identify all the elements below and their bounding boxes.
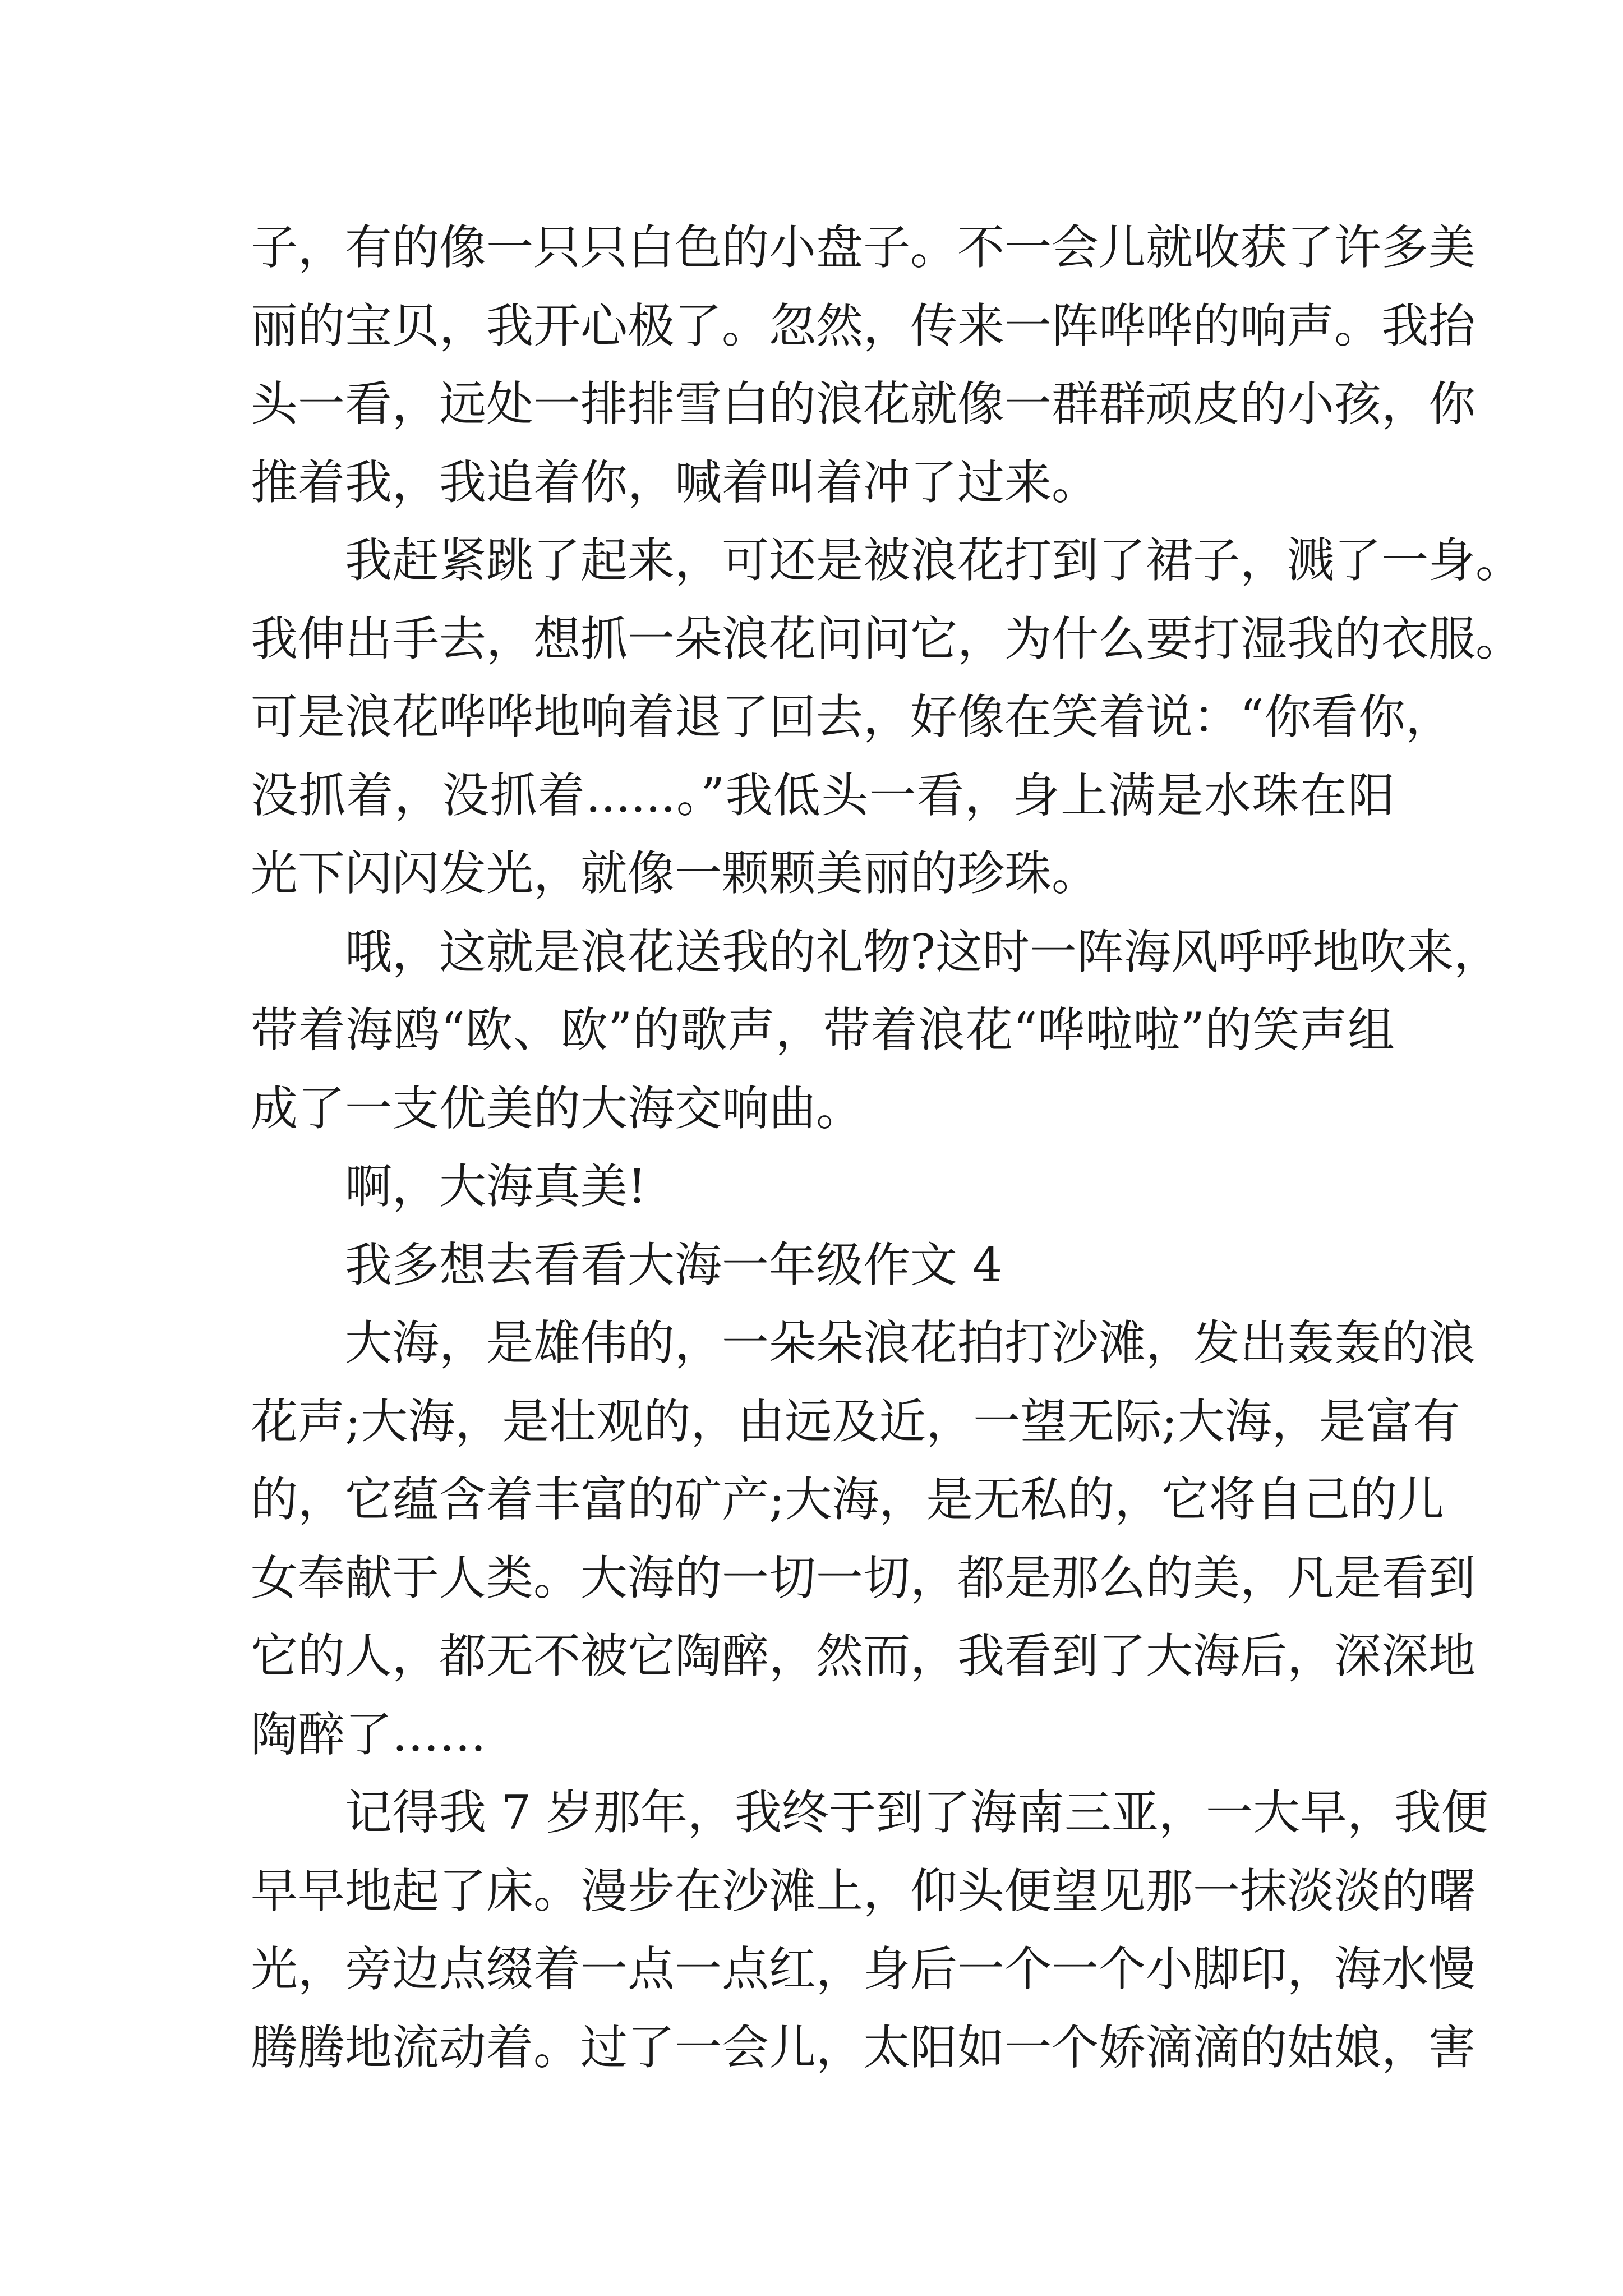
text-line: 丽的宝贝，我开心极了。忽然，传来一阵哗哗的响声。我抬 [251,298,1476,353]
text-line: 光下闪闪发光，就像一颗颗美丽的珍珠。 [251,846,1099,901]
text-line: 带着海鸥“欧、欧”的歌声，带着浪花“哗啦啦”的笑声组 [251,1002,1395,1057]
text-line: 子，有的像一只只白色的小盘子。不一会儿就收获了许多美 [251,220,1476,275]
text-line: 头一看，远处一排排雪白的浪花就像一群群顽皮的小孩，你 [251,376,1476,431]
text-line: 的，它蕴含着丰富的矿产;大海，是无私的，它将自己的儿 [251,1472,1445,1527]
text-line: 我赶紧跳了起来，可还是被浪花打到了裙子，溅了一身。 [345,533,1523,588]
text-line: 光，旁边点缀着一点一点红，身后一个一个小脚印，海水慢 [251,1941,1476,1996]
text-line: 我伸出手去，想抓一朵浪花问问它，为什么要打湿我的衣服。 [251,611,1523,666]
text-line: 我多想去看看大海一年级作文 4 [345,1237,1003,1292]
text-line: 可是浪花哗哗地响着退了回去，好像在笑着说：“你看你， [251,689,1453,744]
text-line: 它的人，都无不被它陶醉，然而，我看到了大海后，深深地 [251,1628,1476,1683]
text-line: 成了一支优美的大海交响曲。 [251,1080,864,1136]
text-line: 大海，是雄伟的，一朵朵浪花拍打沙滩，发出轰轰的浪 [345,1315,1476,1370]
text-line: 没抓着，没抓着......。”我低头一看，身上满是水珠在阳 [251,767,1395,823]
text-line: 花声;大海，是壮观的，由远及近，一望无际;大海，是富有 [251,1393,1460,1449]
text-line: 腾腾地流动着。过了一会儿，太阳如一个娇滴滴的姑娘，害 [251,2019,1476,2075]
essay-text [251,209,1523,2087]
text-line: 啊，大海真美! [345,1159,647,1214]
text-line: 女奉献于人类。大海的一切一切，都是那么的美，凡是看到 [251,1550,1476,1605]
text-line: 推着我，我追着你，喊着叫着冲了过来。 [251,454,1099,510]
text-line: 哦，这就是浪花送我的礼物?这时一阵海风呼呼地吹来， [345,924,1501,979]
text-line: 早早地起了床。漫步在沙滩上，仰头便望见那一抹淡淡的曙 [251,1863,1476,1918]
text-line: 陶醉了…… [251,1706,487,1762]
text-line: 记得我 7 岁那年，我终于到了海南三亚，一大早，我便 [345,1785,1488,1840]
